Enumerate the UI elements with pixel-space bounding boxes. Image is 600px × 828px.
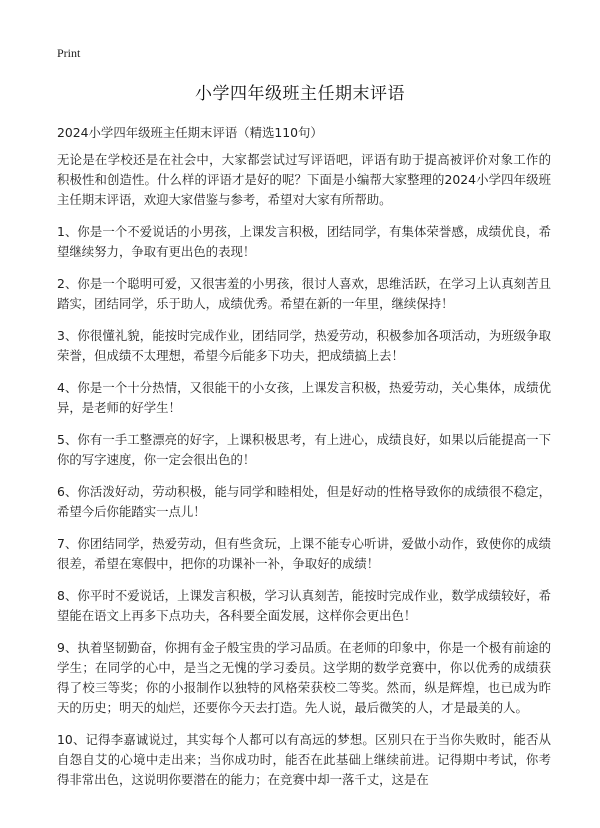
page-subtitle: 2024小学四年级班主任期末评语（精选110句）	[57, 125, 323, 140]
comment-paragraph-1: 1、你是一个不爱说话的小男孩，上课发言积极，团结同学，有集体荣誉感，成绩优良，希望继续努力，争取有更出色的表现！	[57, 224, 551, 259]
page-title: 小学四年级班主任期末评语	[195, 84, 405, 104]
comment-paragraph-2: 2、你是一个聪明可爱，又很害羞的小男孩，很讨人喜欢，思维活跃，在学习上认真刻苦且踏实，团结同学，乐于助人，成绩优秀。希望在新的一年里，继续保持！	[57, 276, 551, 311]
comment-paragraph-8: 8、你平时不爱说话，上课发言积极，学习认真刻苦，能按时完成作业，数学成绩较好，希望能在语文上再多下点功夫，各科要全面发展，这样你会更出色！	[57, 588, 551, 623]
comment-paragraph-7: 7、你团结同学，热爱劳动，但有些贪玩，上课不能专心听讲，爱做小动作，致使你的成绩很差，希望在寒假中，把你的功课补一补，争取好的成绩！	[57, 536, 551, 571]
comment-paragraph-10: 10、记得李嘉诚说过，其实每个人都可以有高远的梦想。区别只在于当你失败时，能否从自怨自艾的心境中走出来；当你成功时，能否在此基础上继续前进。记得期中考试，你考得非常出色，这说明你要潜在的能力；在竞赛中却一落千丈，这是在	[57, 732, 551, 787]
comment-paragraph-9: 9、执着坚韧勤奋，你拥有金子般宝贵的学习品质。在老师的印象中，你是一个极有前途的学生；在同学的心中，是当之无愧的学习委员。这学期的数学竞赛中，你以优秀的成绩获得了校三等奖；你的小报制作以独特的风格荣获校二等奖。然而，纵是辉煌，也已成为昨天的历史；明天的灿烂，还要你今天去打造。先人说，最后微笑的人，才是最美的人。	[57, 640, 551, 715]
comment-paragraph-4: 4、你是一个十分热情，又很能干的小女孩，上课发言积极，热爱劳动，关心集体，成绩优异，是老师的好学生！	[57, 380, 551, 415]
comment-paragraph-3: 3、你很懂礼貌，能按时完成作业，团结同学，热爱劳动，积极参加各项活动，为班级争取荣誉，但成绩不太理想，希望今后能多下功夫，把成绩搞上去！	[57, 328, 551, 363]
comment-paragraph-5: 5、你有一手工整漂亮的好字，上课积极思考，有上进心，成绩良好，如果以后能提高一下你的写字速度，你一定会很出色的！	[57, 432, 551, 467]
comment-paragraph-6: 6、你活泼好动，劳动积极，能与同学和睦相处，但是好动的性格导致你的成绩很不稳定，希望今后你能踏实一点儿！	[57, 484, 551, 519]
article-body	[57, 150, 551, 802]
intro-paragraph: 无论是在学校还是在社会中，大家都尝试过写评语吧，评语有助于提高被评价对象工作的积极性和创造性。什么样的评语才是好的呢？下面是小编帮大家整理的2024小学四年级班主任期末评语，欢迎大家借鉴与参考，希望对大家有所帮助。	[57, 152, 551, 207]
print-link[interactable]: Print	[57, 46, 81, 60]
